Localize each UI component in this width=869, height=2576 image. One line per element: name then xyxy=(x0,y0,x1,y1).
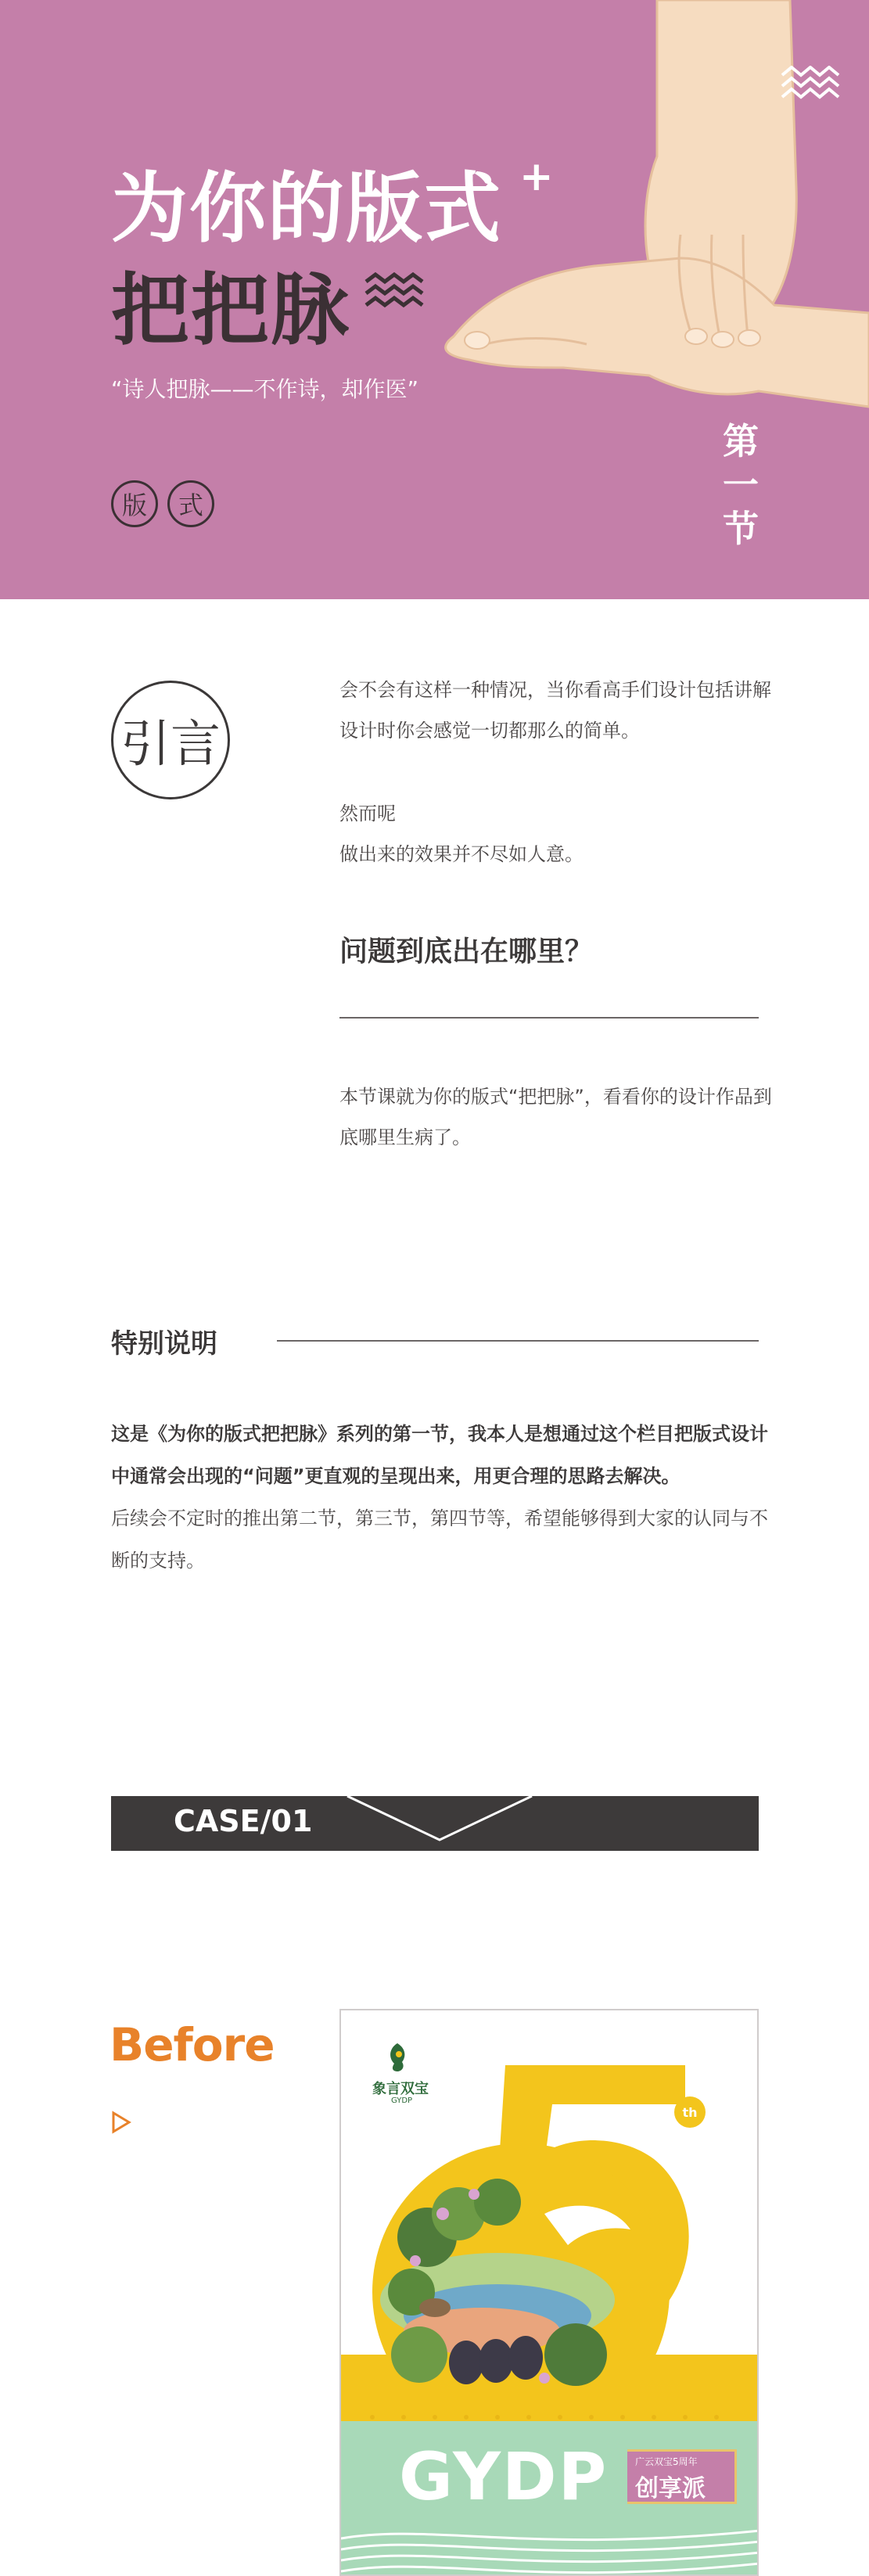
poster-gydp-text: GYDP xyxy=(399,2438,609,2515)
special-note-bold-text: 这是《为你的版式把把脉》系列的第一节，我本人是想通过这个栏目把版式设计中通常会出现的“问题”更直观的呈现出来，用更合理的思路去解决。 xyxy=(111,1423,768,1487)
intro-circle-label: 引言 xyxy=(111,681,230,799)
poster-tag-big-text: 创享派 xyxy=(635,2475,706,2502)
hero-banner xyxy=(0,0,869,599)
divider xyxy=(277,1340,759,1342)
poster-stripes xyxy=(341,2523,759,2576)
intro-paragraph-1: 会不会有这样一种情况，当你看高手们设计包括讲解设计时你会感觉一切都那么的简单。 xyxy=(339,679,771,742)
intro-paragraph-2-line1: 然而呢 xyxy=(339,803,396,825)
badge-shi: 式 xyxy=(167,480,214,527)
poster-tag-small-text: 广云双宝5周年 xyxy=(635,2456,698,2467)
section-char: 节 xyxy=(723,508,759,550)
hero-title-line2: 把把脉 xyxy=(111,264,350,356)
intro-paragraph-2-line2: 做出来的效果并不尽如人意。 xyxy=(339,843,584,865)
wave-icon xyxy=(781,66,843,102)
section-char: 第 xyxy=(723,420,759,462)
divider xyxy=(339,1017,759,1019)
badge-ban: 版 xyxy=(111,480,158,527)
special-note-heading: 特别说明 xyxy=(111,1328,217,1360)
wave-icon xyxy=(364,272,427,310)
chevron-down-icon xyxy=(346,1796,533,1843)
poster-bottom-band xyxy=(341,2421,759,2576)
case-bar xyxy=(111,1796,759,1851)
intro-paragraph-3: 本节课就为你的版式“把把脉”，看看你的设计作品到底哪里生病了。 xyxy=(339,1086,772,1148)
hero-badges xyxy=(111,480,214,527)
hero-quote: “诗人把脉——不作诗，却作医” xyxy=(111,376,419,402)
before-label: Before xyxy=(110,2018,275,2071)
hero-title-line1: 为你的版式 xyxy=(111,163,503,253)
poster-brand-sub: GYDP xyxy=(391,2096,413,2105)
case-label: CASE/01 xyxy=(174,1804,313,1838)
special-note-body xyxy=(111,1413,776,1582)
intro-question-heading: 问题到底出在哪里？ xyxy=(339,936,594,968)
brand-logo-icon xyxy=(383,2042,411,2073)
section-number xyxy=(720,419,762,551)
before-poster xyxy=(339,2009,759,2576)
section-char: 一 xyxy=(723,464,759,506)
intro-paragraph-2 xyxy=(339,793,777,875)
special-note-normal-text: 后续会不定时的推出第二节，第三节，第四节等，希望能够得到大家的认同与不断的支持。 xyxy=(111,1507,768,1572)
poster-brand-name: 象言双宝 xyxy=(372,2081,429,2097)
play-triangle-icon xyxy=(111,2111,131,2134)
poster-th-badge: th xyxy=(674,2096,706,2128)
poster-tag xyxy=(627,2449,737,2504)
plus-icon: + xyxy=(519,153,554,200)
